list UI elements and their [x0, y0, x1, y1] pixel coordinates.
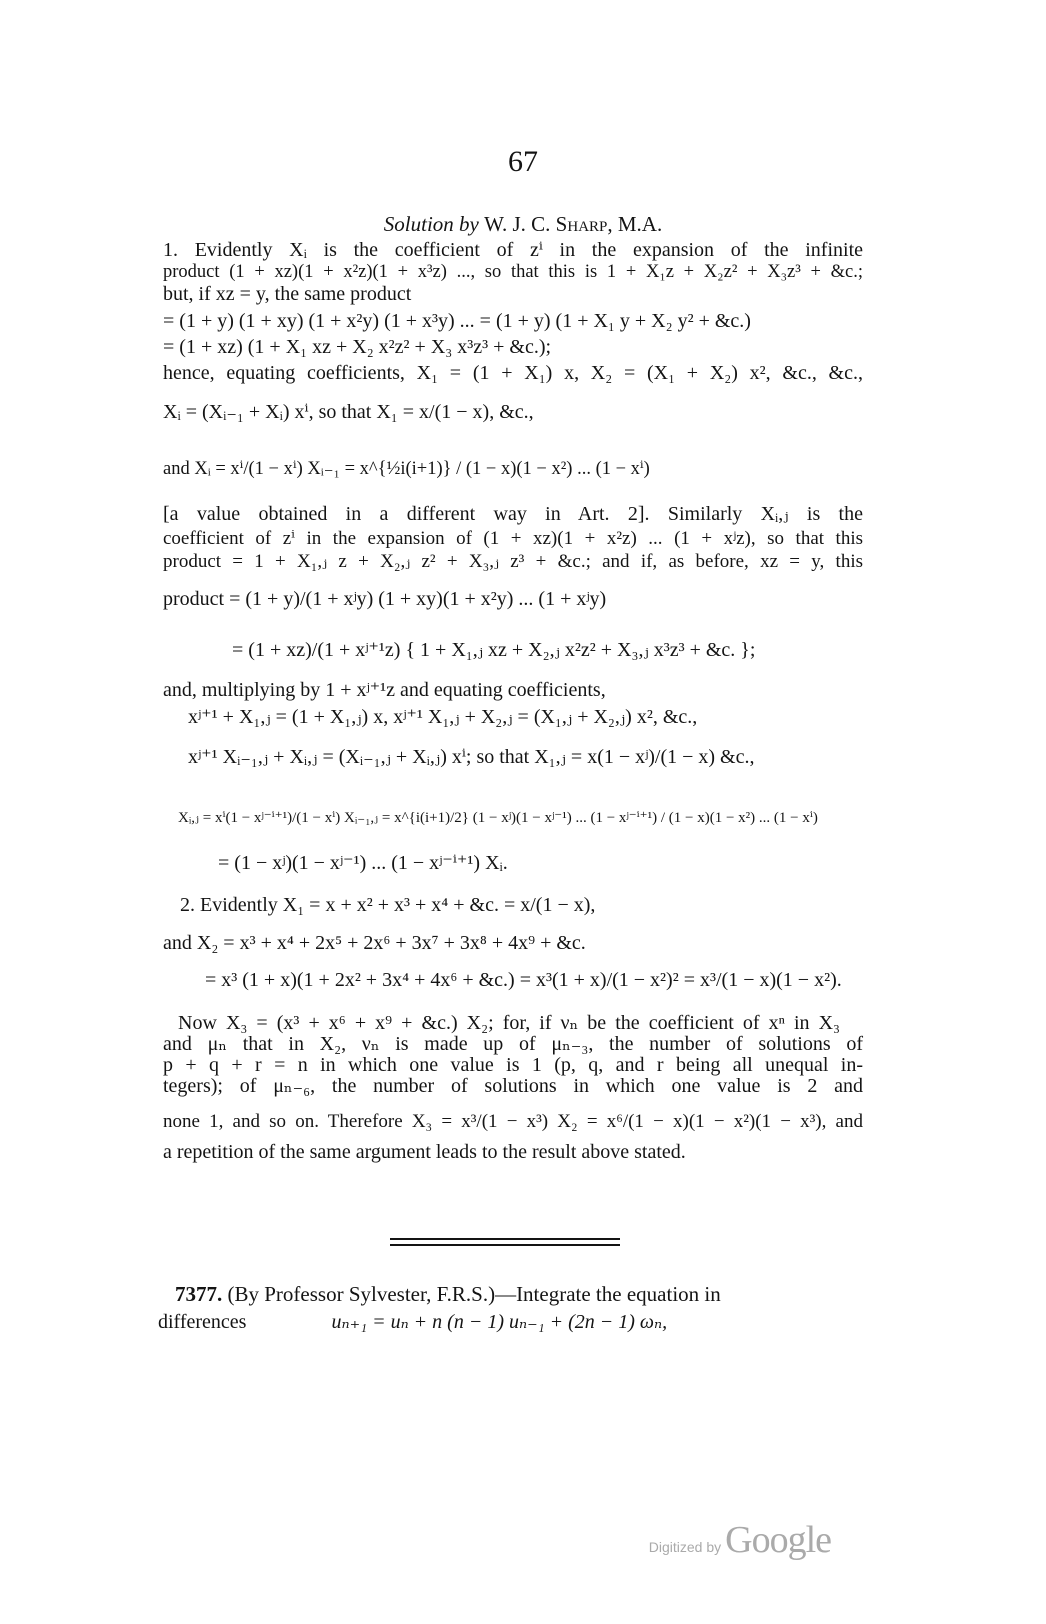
equation-line: and X₂ = x³ + x⁴ + 2x⁵ + 2x⁶ + 3x⁷ + 3x⁸ + 4x⁹ + &c.: [163, 932, 586, 954]
equation-line: Xᵢ = (Xᵢ₋₁ + Xᵢ) xⁱ, so that X₁ = x/(1 − x), &c.,: [163, 401, 534, 423]
problem-equation-line: [158, 1310, 667, 1334]
text-line: coefficient of zⁱ in the expansion of (1 + xz)(1 + x²z) ... (1 + xʲz), so that this: [163, 528, 863, 549]
text-line: Now X₃ = (x³ + x⁶ + x⁹ + &c.) X₂; for, if νₙ be the coefficient of xⁿ in X₃: [178, 1012, 840, 1034]
equation-line: product = (1 + y)/(1 + xʲy) (1 + xy)(1 + x²y) ... (1 + xʲy): [163, 588, 607, 610]
equation-line: = (1 − xʲ)(1 − xʲ⁻¹) ... (1 − xʲ⁻ⁱ⁺¹) Xᵢ.: [218, 852, 508, 874]
equation-line: Xᵢ,ⱼ = xⁱ(1 − xʲ⁻ⁱ⁺¹)/(1 − xⁱ) Xᵢ₋₁,ⱼ = x^{i(i+1)/2} (1 − xʲ)(1 − xʲ⁻¹) ... (1 − xʲ⁻ⁱ⁺¹) / (1 − x)(1 − x²) ... (1 − xⁱ): [178, 810, 818, 826]
text-line: product = 1 + X₁,ⱼ z + X₂,ⱼ z² + X₃,ⱼ z³ + &c.; and if, as before, xz = y, this: [163, 551, 863, 572]
text-line: hence, equating coefficients, X₁ = (1 + X₁) x, X₂ = (X₁ + X₂) x², &c., &c.,: [163, 362, 863, 384]
equation-line: = (1 + xz)/(1 + xʲ⁺¹z) { 1 + X₁,ⱼ xz + X₂,ⱼ x²z² + X₃,ⱼ x³z³ + &c. };: [232, 639, 756, 661]
section-divider-top: [390, 1238, 620, 1240]
text-line: p + q + r = n in which one value is 1 (p, q, and r being all unequal in-: [163, 1054, 863, 1076]
text-line: and μₙ that in X₂, νₙ is made up of μₙ₋₃, the number of solutions of: [163, 1033, 863, 1055]
heading-prefix: Solution by: [383, 212, 479, 236]
problem-number: 7377.: [175, 1282, 223, 1306]
problem-word: differences: [158, 1311, 247, 1333]
page-number: 67: [508, 145, 538, 178]
text-line: and, multiplying by 1 + xʲ⁺¹z and equating coefficients,: [163, 679, 606, 701]
equation-line: 2. Evidently X₁ = x + x² + x³ + x⁴ + &c. = x/(1 − x),: [180, 894, 596, 916]
text-line: none 1, and so on. Therefore X₃ = x³/(1 − x³) X₂ = x⁶/(1 − x)(1 − x²)(1 − x³), and: [163, 1111, 863, 1132]
heading-author: W. J. C. Sharp, M.A.: [484, 212, 663, 236]
equation-line: = (1 + y) (1 + xy) (1 + x²y) (1 + x³y) ... = (1 + y) (1 + X₁ y + X₂ y² + &c.): [163, 310, 751, 332]
watermark-logo: Google: [725, 1519, 831, 1561]
problem-intro: (By Professor Sylvester, F.R.S.)—Integrate the equation in: [227, 1282, 721, 1306]
text-line: but, if xz = y, the same product: [163, 283, 412, 305]
equation-line: xʲ⁺¹ + X₁,ⱼ = (1 + X₁,ⱼ) x, xʲ⁺¹ X₁,ⱼ + X₂,ⱼ = (X₁,ⱼ + X₂,ⱼ) x², &c.,: [188, 706, 698, 728]
problem-line: [175, 1282, 721, 1306]
google-watermark: [649, 1518, 831, 1562]
problem-equation: uₙ₊₁ = uₙ + n (n − 1) uₙ₋₁ + (2n − 1) ωₙ,: [331, 1311, 668, 1333]
watermark-small: Digitized by: [648, 1539, 722, 1555]
equation-line: and Xᵢ = xⁱ/(1 − xⁱ) Xᵢ₋₁ = x^{½i(i+1)} / (1 − x)(1 − x²) ... (1 − xⁱ): [163, 459, 650, 479]
equation-line: xʲ⁺¹ Xᵢ₋₁,ⱼ + Xᵢ,ⱼ = (Xᵢ₋₁,ⱼ + Xᵢ,ⱼ) xⁱ; so that X₁,ⱼ = x(1 − xʲ)/(1 − x) &c.,: [188, 746, 755, 768]
text-line: tegers); of μₙ₋₆, the number of solutions in which one value is 2 and: [163, 1075, 863, 1097]
text-line: 1. Evidently Xᵢ is the coefficient of zⁱ in the expansion of the infinite: [163, 239, 863, 261]
text-line: a repetition of the same argument leads to the result above stated.: [163, 1141, 686, 1163]
solution-heading: [0, 212, 1046, 237]
equation-line: = x³ (1 + x)(1 + 2x² + 3x⁴ + 4x⁶ + &c.) = x³(1 + x)/(1 − x²)² = x³/(1 − x)(1 − x²).: [205, 969, 842, 991]
text-line: product (1 + xz)(1 + x²z)(1 + x³z) ..., so that this is 1 + X₁z + X₂z² + X₃z³ + &c.;: [163, 262, 863, 282]
equation-line: = (1 + xz) (1 + X₁ xz + X₂ x²z² + X₃ x³z³ + &c.);: [163, 336, 552, 358]
text-line: [a value obtained in a different way in Art. 2]. Similarly Xᵢ,ⱼ is the: [163, 503, 863, 525]
section-divider-bottom: [390, 1244, 620, 1246]
